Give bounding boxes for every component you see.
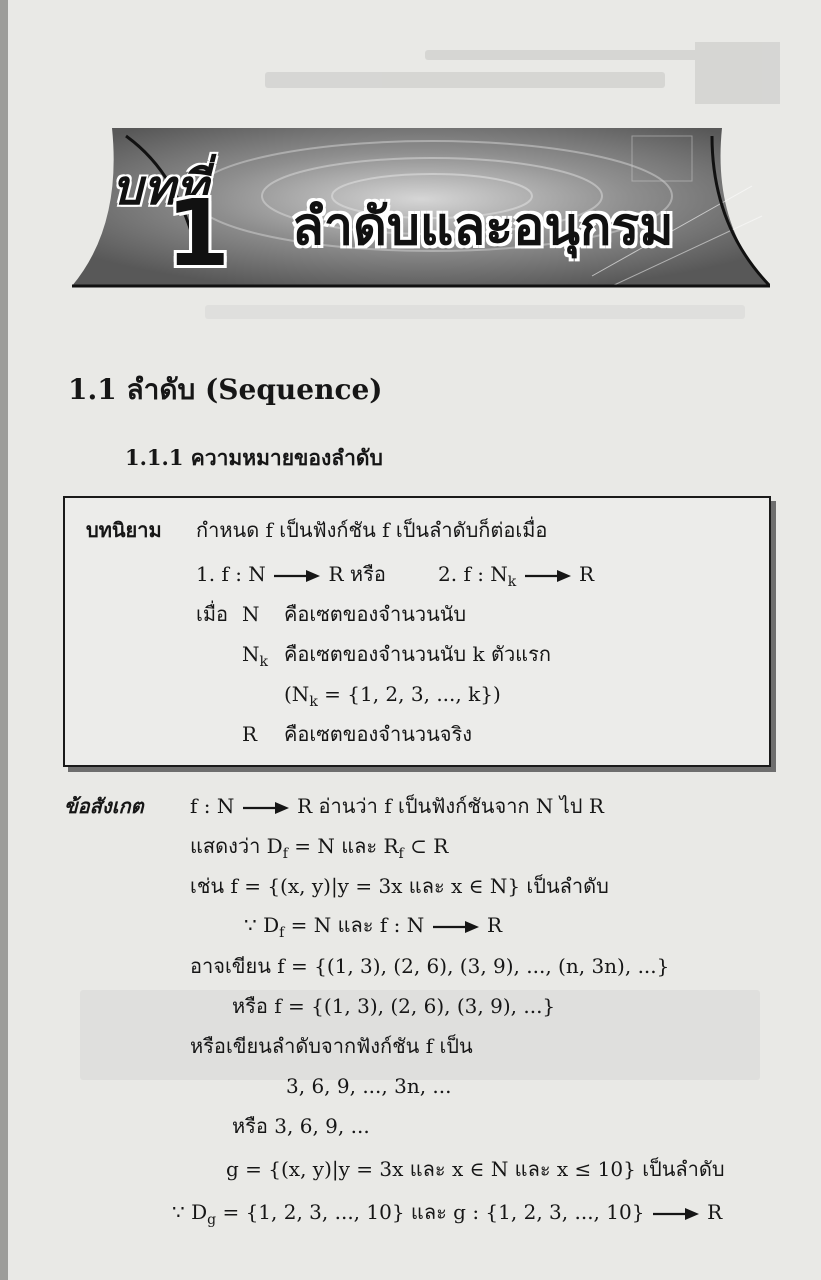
note-line-11-c: R xyxy=(707,1200,723,1224)
note-line-4-c: R xyxy=(486,913,503,937)
option-2-subscript: k xyxy=(507,574,517,590)
note-line: 3, 6, 9, ..., 3n, ... xyxy=(286,1074,452,1098)
option-2-lhs: 2. f : N xyxy=(438,562,508,586)
nk-set xyxy=(284,682,501,711)
section-title: 1.1 ลำดับ (Sequence) xyxy=(68,373,383,406)
nk-letter: N xyxy=(242,642,260,666)
definition-option-1 xyxy=(196,562,386,586)
note-line-11-sub: g xyxy=(207,1212,217,1228)
note-line-2-a: แสดงว่า D xyxy=(190,834,283,858)
nk-set-start: (N xyxy=(284,682,310,706)
chapter-word: บทที่ xyxy=(112,160,209,216)
nk-symbol xyxy=(242,642,268,671)
definition-line: กำหนด f เป็นฟังก์ชัน f เป็นลำดับก็ต่อเมื่อ xyxy=(196,518,548,542)
note-line: หรือ 3, 6, 9, ... xyxy=(232,1114,370,1138)
note-line xyxy=(172,1200,722,1229)
chapter-number: 1 xyxy=(166,180,231,287)
subsection-title: 1.1.1 ความหมายของลำดับ xyxy=(125,445,383,470)
option-1-rhs: R หรือ xyxy=(328,562,386,586)
option-2-rhs: R xyxy=(579,562,595,586)
note-line: หรือเขียนลำดับจากฟังก์ชัน f เป็น xyxy=(190,1034,473,1058)
n-symbol: N xyxy=(242,602,260,626)
arrow-right-icon xyxy=(272,568,322,584)
note-line: หรือ f = {(1, 3), (2, 6), (3, 9), ...} xyxy=(232,994,556,1018)
arrow-right-icon xyxy=(241,800,291,816)
note-line-2-b: = N และ R xyxy=(287,834,399,858)
note-line-4-sub: f xyxy=(279,925,285,941)
page-edge xyxy=(0,0,8,1280)
note-line-1-lhs: f : N xyxy=(190,794,235,818)
note-line-11-a: ∵ D xyxy=(172,1200,208,1224)
note-line-11-b: = {1, 2, 3, ..., 10} และ g : {1, 2, 3, ..., 10} xyxy=(216,1200,645,1224)
note-line xyxy=(190,794,604,818)
nk-subscript: k xyxy=(259,654,268,670)
note-line: เช่น f = {(x, y)|y = 3x และ x ∈ N} เป็นลำดับ xyxy=(190,874,609,898)
note-line-2-sub-2: f xyxy=(398,846,404,862)
definition-option-2 xyxy=(438,562,594,591)
arrow-right-icon xyxy=(651,1206,701,1222)
note-line-4-a: ∵ D xyxy=(244,913,280,937)
note-line-2-c: ⊂ R xyxy=(403,834,449,858)
option-1-lhs: 1. f : N xyxy=(196,562,266,586)
r-description: คือเซตของจำนวนจริง xyxy=(284,722,472,746)
note-line: g = {(x, y)|y = 3x และ x ∈ N และ x ≤ 10} เป็นลำดับ xyxy=(226,1157,725,1181)
r-symbol: R xyxy=(242,722,258,746)
nk-description: คือเซตของจำนวนนับ k ตัวแรก xyxy=(284,642,551,666)
note-line: อาจเขียน f = {(1, 3), (2, 6), (3, 9), ..., (n, 3n), ...} xyxy=(190,954,670,978)
arrow-right-icon xyxy=(431,919,481,935)
note-line-2-sub-1: f xyxy=(282,846,288,862)
chapter-title: ลำดับและอนุกรม xyxy=(292,197,674,257)
n-description: คือเซตของจำนวนนับ xyxy=(284,602,467,626)
bleed-through-header xyxy=(265,42,780,107)
when-label: เมื่อ xyxy=(196,602,229,626)
nk-set-end: = {1, 2, 3, ..., k}) xyxy=(317,682,501,706)
bleed-ghost xyxy=(205,305,745,319)
note-line xyxy=(244,913,502,942)
definition-label: บทนิยาม xyxy=(86,518,162,542)
note-line-4-b: = N และ f : N xyxy=(284,913,425,937)
note-line xyxy=(190,834,448,863)
note-line-1-rhs: R อ่านว่า f เป็นฟังก์ชันจาก N ไป R xyxy=(297,794,604,818)
arrow-right-icon xyxy=(523,568,573,584)
nk-set-subscript: k xyxy=(309,694,318,710)
note-label: ข้อสังเกต xyxy=(64,794,144,818)
